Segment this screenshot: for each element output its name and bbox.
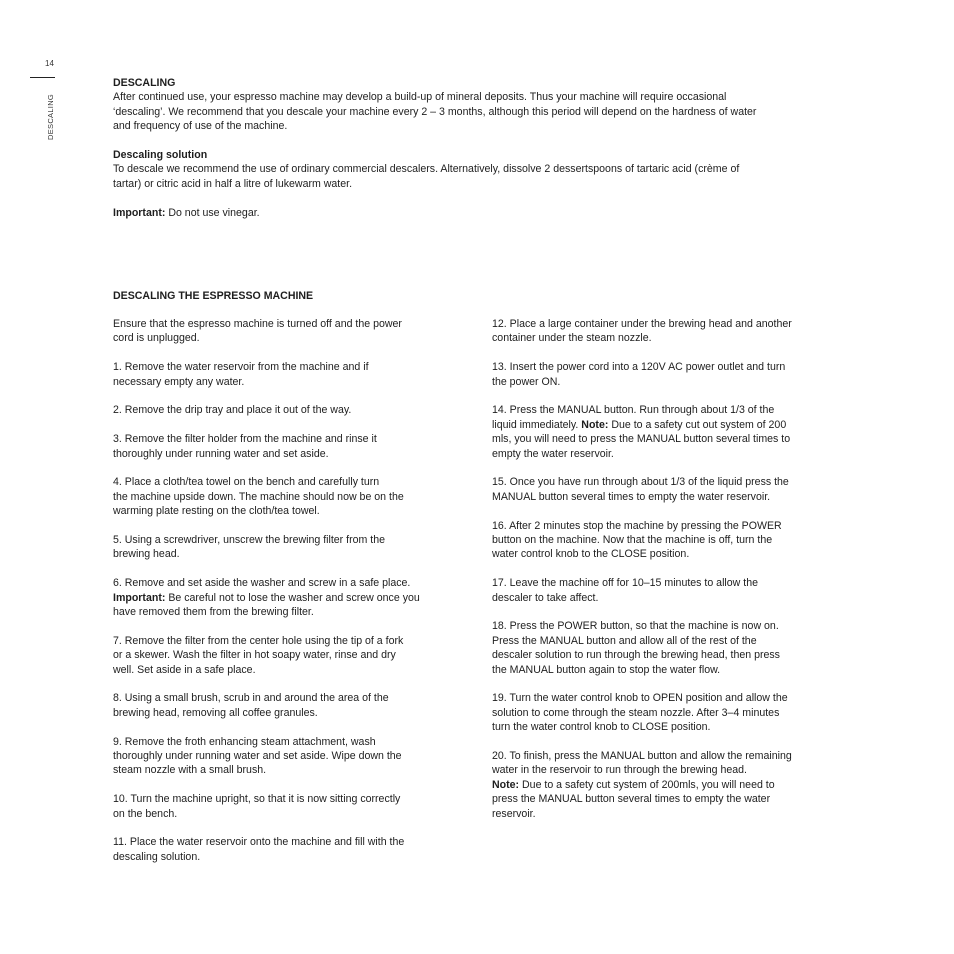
step-2: 2. Remove the drip tray and place it out of the way.: [113, 404, 352, 417]
step-14-text: 14. Press the MANUAL button. Run through about 1/3 of the liquid immediately.: [492, 404, 775, 431]
step-7: 7. Remove the filter from the center hole using the tip of a fork or a skewer. Wash the filter in hot soapy water, rinse and dry well. Set aside in a safe place.: [113, 634, 404, 676]
step-13: 13. Insert the power cord into a 120V AC power outlet and turn the power ON.: [492, 361, 786, 388]
descaling-solution-heading: Descaling solution: [113, 149, 208, 162]
step-4: 4. Place a cloth/tea towel on the bench and carefully turn the machine upside down. The machine should now be on the warming plate resting on the cloth/tea towel.: [113, 476, 404, 518]
step-8: 8. Using a small brush, scrub in and around the area of the brewing head, removing all coffee granules.: [113, 692, 389, 719]
spacer: [113, 191, 838, 205]
descaling-intro-text: After continued use, your espresso machine may develop a build-up of mineral deposits. Thus your machine will require occasional ‘descaling’. We recommend that you descale your machine every 2 – 3 months, although this period will depend on the hardness of water and frequency of use of the machine.: [113, 91, 757, 133]
steps-left-column: [113, 317, 463, 879]
step-17: 17. Leave the machine off for 10–15 minutes to allow the descaler to take affect.: [492, 577, 758, 604]
step-6-important-label: Important:: [113, 591, 166, 604]
step-15: 15. Once you have run through about 1/3 of the liquid press the MANUAL button several times to empty the water reservoir.: [492, 476, 789, 503]
spacer: [113, 134, 838, 148]
step-6-important-text: Be careful not to lose the washer and screw once you have removed them from the brewing filter.: [113, 591, 420, 619]
intro-section: [113, 76, 838, 220]
step-9: 9. Remove the froth enhancing steam attachment, wash thoroughly under running water and set aside. Wipe down the steam nozzle with a small brush.: [113, 735, 402, 777]
important-text: Do not use vinegar.: [165, 206, 260, 219]
step-18: 18. Press the POWER button, so that the machine is now on. Press the MANUAL button and allow all of the rest of the descaler solution to run through the brewing head, then press the MANUAL button again to stop the water flow.: [492, 620, 780, 676]
step-10: 10. Turn the machine upright, so that it is now sitting correctly on the bench.: [113, 793, 401, 820]
step-1: 1. Remove the water reservoir from the machine and if necessary empty any water.: [113, 361, 369, 388]
descaling-heading: DESCALING: [113, 77, 176, 89]
step-14: [492, 403, 842, 461]
page-number: 14: [45, 59, 54, 68]
step-12: 12. Place a large container under the brewing head and another container under the steam nozzle.: [492, 318, 792, 345]
header-rule: [30, 77, 55, 78]
step-20: [492, 749, 842, 821]
step-20-note-label: Note:: [492, 778, 520, 791]
step-3: 3. Remove the filter holder from the machine and rinse it thoroughly under running water and set aside.: [113, 433, 377, 460]
descaling-solution-text: To descale we recommend the use of ordinary commercial descalers. Alternatively, dissolve 2 dessertspoons of tartaric acid (crème of tartar) or citric acid in half a litre of lukewarm water.: [113, 163, 740, 190]
step-6: [113, 576, 463, 619]
step-11: 11. Place the water reservoir onto the machine and fill with the descaling solution.: [113, 836, 405, 863]
step-prerequisite: Ensure that the espresso machine is turned off and the power cord is unplugged.: [113, 318, 402, 345]
important-label: Important:: [113, 206, 166, 219]
step-20-note-text: Due to a safety cut system of 200mls, you will need to press the MANUAL button several times to empty the water reservoir.: [492, 778, 775, 820]
step-5: 5. Using a screwdriver, unscrew the brewing filter from the brewing head.: [113, 534, 386, 561]
steps-right-column: [492, 317, 842, 835]
side-section-label: DESCALING: [46, 93, 55, 140]
important-note: [113, 206, 838, 220]
step-20-text: 20. To finish, press the MANUAL button and allow the remaining water in the reservoir to run through the brewing head.: [492, 750, 792, 777]
step-6-text: 6. Remove and set aside the washer and screw in a safe place.: [113, 577, 411, 590]
descaling-machine-heading: DESCALING THE ESPRESSO MACHINE: [113, 290, 314, 302]
step-14-note-text: Due to a safety cut out system of 200 mls, you will need to press the MANUAL button several times to empty the water reservoir.: [492, 418, 791, 460]
step-16: 16. After 2 minutes stop the machine by pressing the POWER button on the machine. Now that the machine is off, turn the water control knob to the CLOSE position.: [492, 519, 782, 561]
step-19: 19. Turn the water control knob to OPEN position and allow the solution to come through the steam nozzle. After 3–4 minutes turn the water control knob to CLOSE position.: [492, 692, 788, 734]
step-14-note-label: Note:: [581, 418, 609, 431]
